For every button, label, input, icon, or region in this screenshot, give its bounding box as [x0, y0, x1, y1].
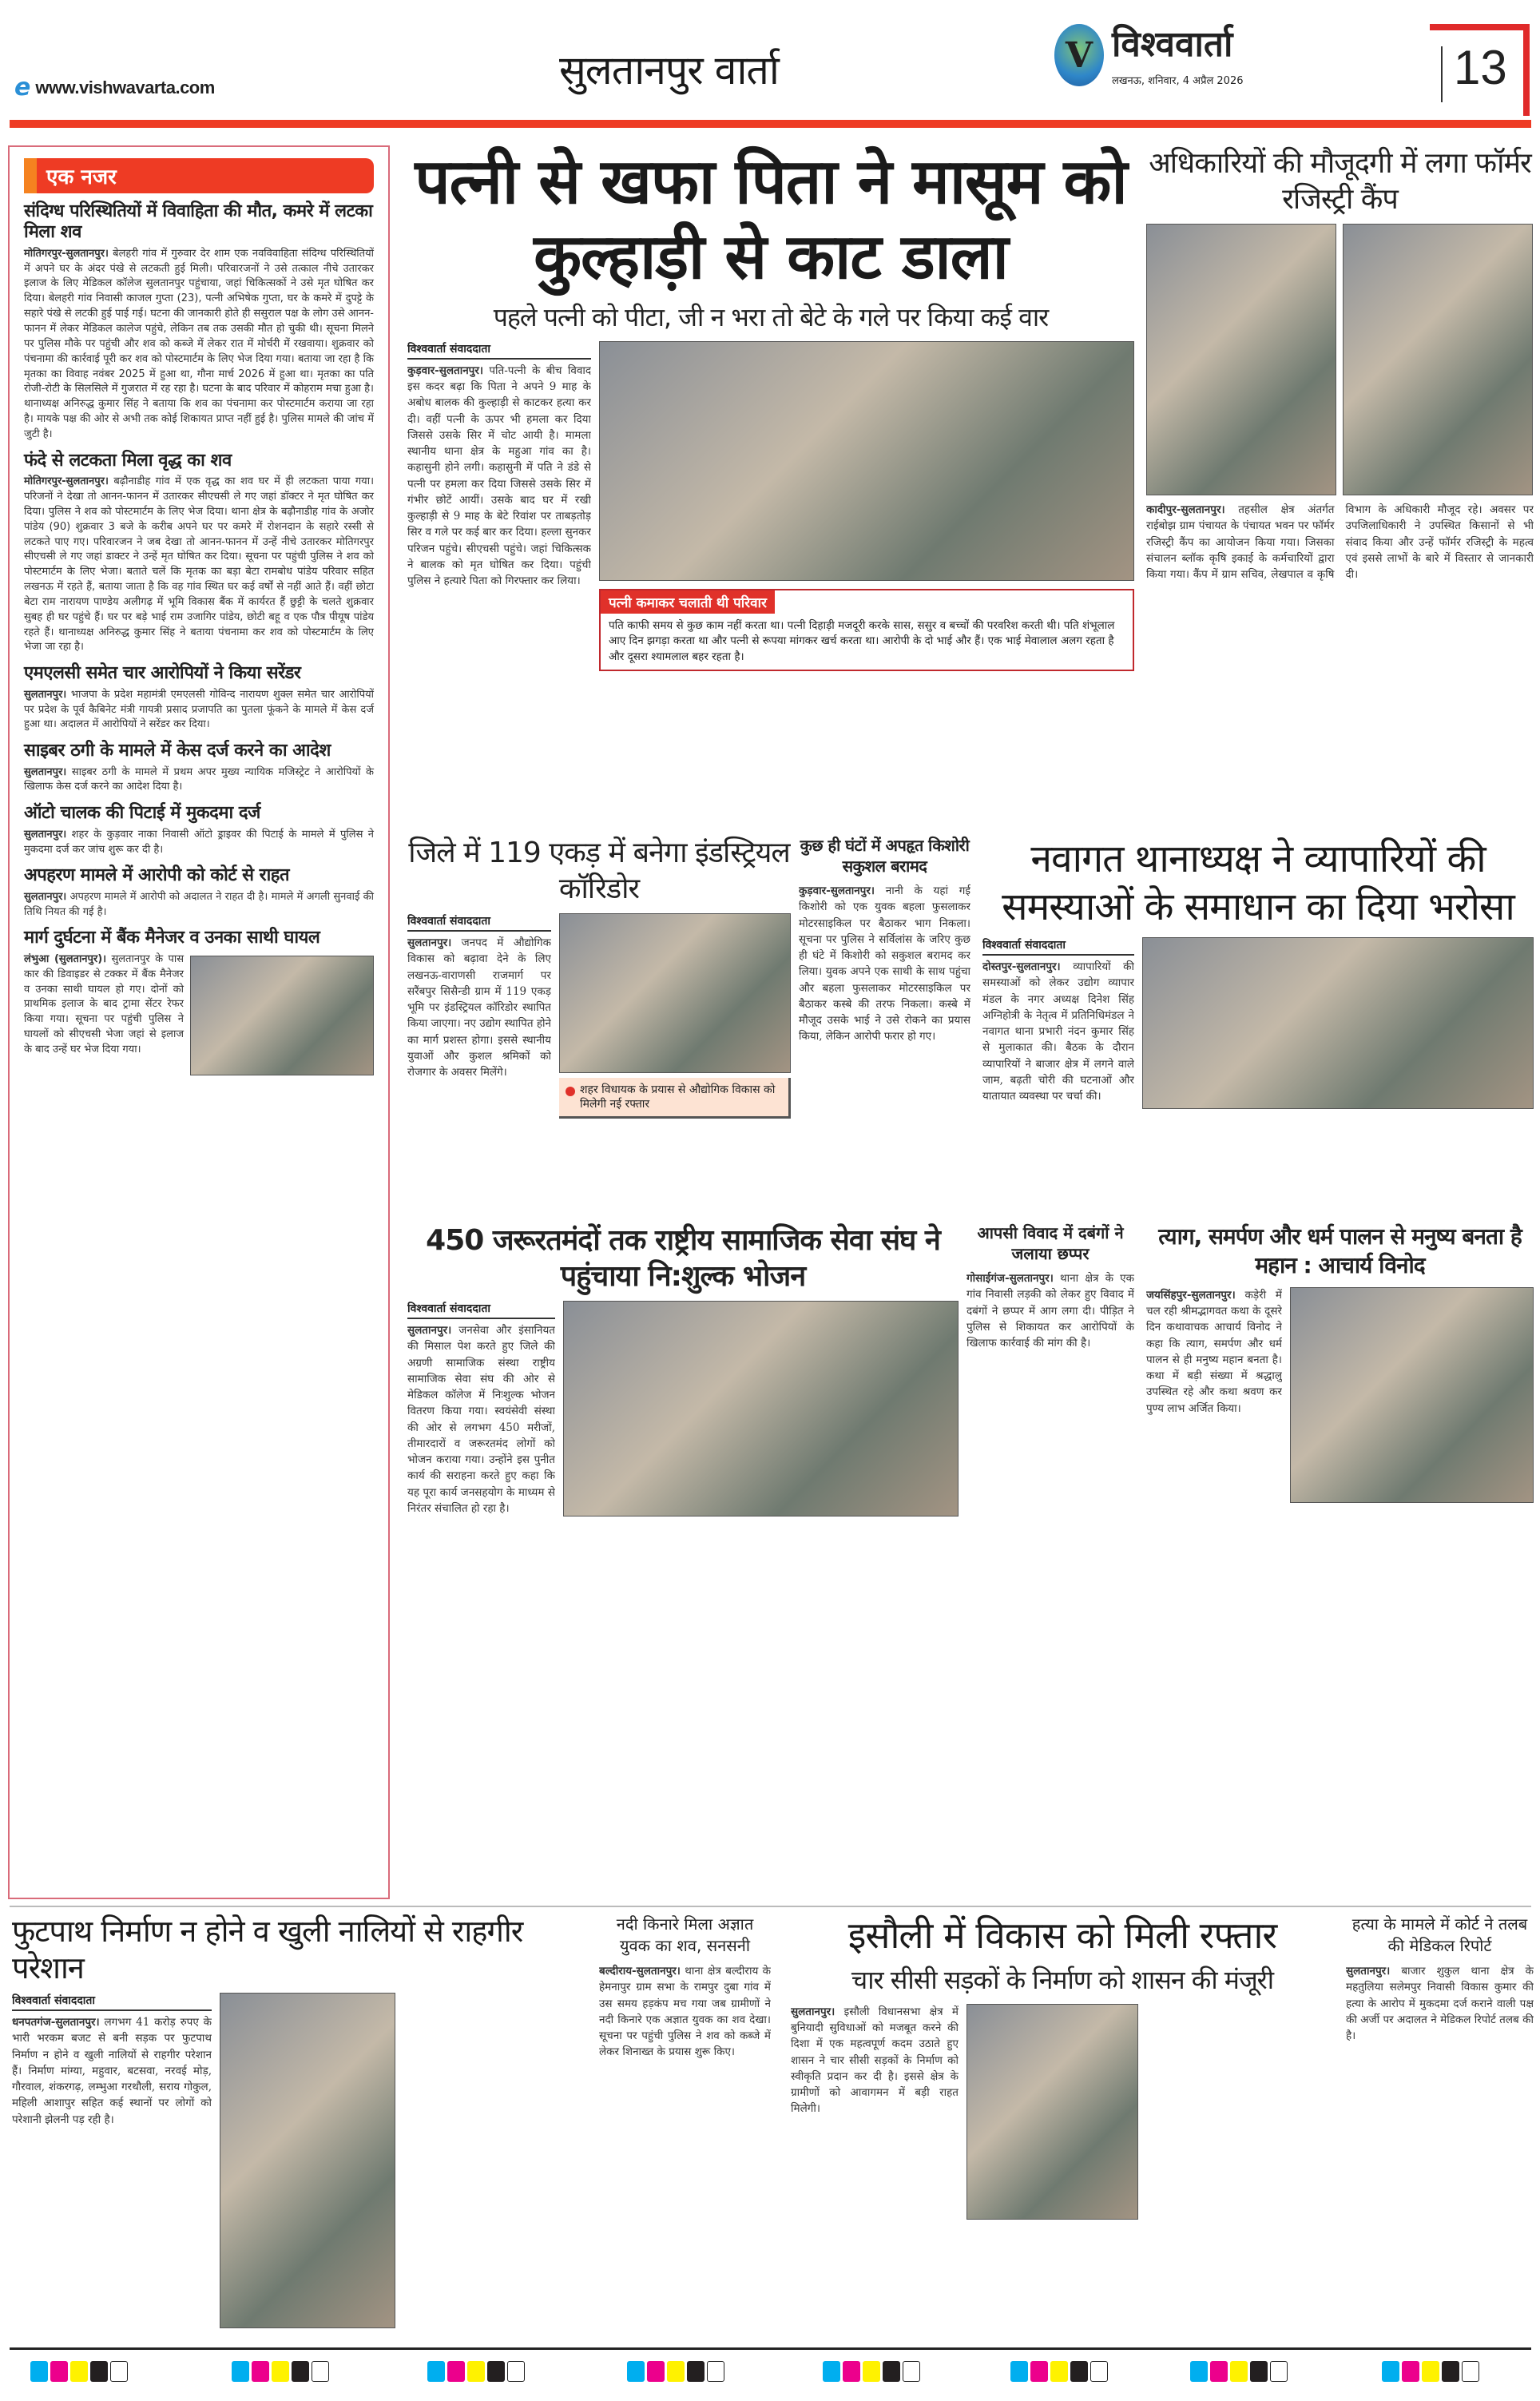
footpath-block: [12, 1914, 591, 2341]
color-swatch: [1402, 2361, 1419, 2382]
brief-title: ऑटो चालक की पिटाई में मुकदमा दर्ज: [24, 803, 260, 824]
brief-title: संदिग्ध परिस्थितियों में विवाहिता की मौत, कमरे में लटका मिला शव: [24, 201, 373, 243]
page-number-box: [1430, 24, 1530, 116]
color-swatch: [1230, 2361, 1248, 2382]
footpath-photo: [220, 1993, 395, 2328]
color-swatch: [687, 2361, 705, 2382]
color-swatch: [843, 2361, 860, 2382]
vinod-headline: त्याग, समर्पण और धर्म पालन से मनुष्य बनता है महान : आचार्य विनोद: [1158, 1223, 1522, 1279]
color-swatch: [447, 2361, 465, 2382]
color-swatch: [272, 2361, 289, 2382]
fire-headline: आपसी विवाद में दबंगों ने जलाया छप्पर: [977, 1223, 1124, 1263]
browser-e-icon: e: [14, 74, 31, 101]
news-brief: फंदे से लटकता मिला वृद्ध का शव मोतिगरपुर-सुलतानपुर। बढ़ौनाडीह गांव में एक वृद्ध का शव घर में ही लटकता पाया गया। परिजनों ने देखा तो आनन-फानन में उतारकर सीएचसी ले गए जहां डॉक्टर ने मृत घोषित कर दिया। पुलिस ने शव को पोस्टमार्टम के लिए भेज दिया। थाना क्षेत्र के बढ़ौनाडीह गांव के अजोर पांडेय (90) शुक्रवार 3 बजे के करीब अपने घर पर कमरे में रोशनदान के सहारे रस्सी से लटकते पाए गए। परिवारजन ने जब देखा तो आनन-फानन में उन्हें नीचे उतारकर मोतिगरपुर सीएचसी ले गए जहां डाक्टर ने उन्हें मृत घोषित कर दिया। सूचना पर पहुंची पुलिस ने शव को पोस्टमार्टम के लिए भेजा। बताते चलें कि मृतक का बड़ा बेटा रामबोध पांडेय परिवार सहित लखनऊ में रहते हैं, बताया जाता है कि वह गांव स्थित घर कई वर्षों से नहीं आते हैं। वहीं छोटा बेटा राम नारायण पाण्डेय अलीगढ़ में भूमि विकास बैंक में कार्यरत हैं छुट्टी के चलते शुक्रवार सुबह ही घर पहुंचे हैं। घर पर बड़े भाई राम उजागिर पांडेय, छोटी बहू व एक पौत्र पीयूष पांडेय रहते हैं। थानाध्यक्ष अनिरुद्ध कुमार सिंह ने बताया पंचनामा कर शव को पोस्टमार्टम के लिए भेजा जा रहा है।: [24, 450, 374, 654]
brief-title: साइबर ठगी के मामले में केस दर्ज करने का आदेश: [24, 741, 331, 761]
seva-story: विश्ववार्ता संवाददाता सुलतानपुर। जनसेवा और इंसानियत की मिसाल पेश करते हुए जिले की अग्रणी सामाजिक संस्था राष्ट्रीय सामाजिक सेवा संघ की ओर से मेडिकल कॉलेज में निःशुल्क भोजन वितरण किया गया। स्वयंसेवी संस्था की ओर से लगभग 450 मरीजों, तीमारदारों व जरूरतमंद लोगों को भोजन कराया गया। उन्होंने इस पुनीत कार्य की सराहना करते हुए कहा कि यह पूरा कार्य जनसहयोग के माध्यम से निरंतर संचालित हो रहा है।: [407, 1302, 555, 1515]
color-swatch: [252, 2361, 269, 2382]
color-swatch: [1210, 2361, 1228, 2382]
traders-photo: [1142, 937, 1534, 1109]
vinod-block: [1146, 1222, 1534, 1894]
bottom-divider: [10, 1906, 1531, 1907]
corridor-block: [407, 835, 791, 1214]
isauli-subhead: चार सीसी सड़कों के निर्माण को शासन की मंजूरी: [851, 1965, 1274, 1996]
color-swatch: [627, 2361, 645, 2382]
header-rule: [10, 120, 1531, 128]
color-swatch: [903, 2361, 920, 2382]
corridor-headline: जिले में 119 एकड़ में बनेगा इंडस्ट्रियल कॉरिडोर: [408, 837, 790, 905]
color-swatch: [427, 2361, 445, 2382]
vishwavarta-logo-icon: V: [1054, 24, 1104, 86]
fire-block: [966, 1222, 1134, 1894]
masthead: [1054, 24, 1244, 87]
news-brief: एमएलसी समेत चार आरोपियों ने किया सरेंडर सुलतानपुर। भाजपा के प्रदेश महामंत्री एमएलसी गोविन्द नारायण शुक्ल समेत चार आरोपियों पर प्रदेश के पूर्व कैबिनेट मंत्री गायत्री प्रसाद प्रजापति का पुतला फूंकने के मामले में केस दर्ज हुआ था। अदालत में आरोपियों ने सरेंडर कर दिया।: [24, 663, 374, 731]
traders-headline: नवागत थानाध्यक्ष ने व्यापारियों की समस्याओं के समाधान का दिया भरोसा: [1002, 837, 1514, 929]
news-brief: मार्ग दुर्घटना में बैंक मैनेजर व उनका साथी घायल लंभुआ (सुलतानपुर)। सुलतानपुर के पास कार की डिवाइडर से टक्कर में बैंक मैनेजर व उनका साथी घायल हो गए। दोनों को प्राथमिक इलाज के बाद ट्रामा सेंटर रेफर किया गया। सूचना पर पहुंची पुलिस ने घायलों को सीएचसी भेजा जहां से इलाज के बाद उन्हें घर भेज दिया गया।: [24, 928, 374, 1057]
color-swatch: [1050, 2361, 1068, 2382]
color-swatch: [1270, 2361, 1288, 2382]
color-swatch: [1382, 2361, 1399, 2382]
corridor-photo: [559, 913, 791, 1073]
brief-title: मार्ग दुर्घटना में बैंक मैनेजर व उनका साथी घायल: [24, 928, 320, 948]
color-swatch: [863, 2361, 880, 2382]
traders-story: विश्ववार्ता संवाददाता दोस्तपुर-सुलतानपुर। व्यापारियों की समस्याओं को लेकर उद्योग व्यापार मंडल के नगर अध्यक्ष दिनेश सिंह अग्निहोत्री के नेतृत्व में प्रतिनिधिमंडल ने नवागत थाना प्रभारी नंदन कुमार सिंह से मुलाकात की। बैठक के दौरान व्यापारियों ने बाजार क्षेत्र में लगने वाले जाम, बढ़ती चोरी की घटनाओं और यातायात व्यवस्था पर चर्चा की।: [982, 939, 1134, 1103]
color-swatch-group: [627, 2361, 724, 2382]
color-swatch: [707, 2361, 724, 2382]
color-swatch: [1010, 2361, 1028, 2382]
main-story: विश्ववार्ता संवाददाता कुड़वार-सुलतानपुर। पति-पत्नी के बीच विवाद इस कदर बढ़ा कि पिता ने अपने 9 माह के अबोध बालक की कुल्हाड़ी से काटकर हत्या कर दी। वहीं पत्नी के ऊपर भी हमला कर दिया जिससे उसके सिर में चोट आयी है। मामला स्थानीय थाना क्षेत्र के महुआ गांव का है। कहासुनी होने लगी। कहासुनी में पति ने डंडे से पत्नी पर हमला कर दिया जिससे उसके सिर में गंभीर छोटें आयीं। उसके बाद घर में रखी कुल्हाड़ी से 9 माह के बेटे रिवांश पर ताबड़तोड़ सिर व गले पर कई बार कर दिया। हल्ला सुनकर परिजन पहुंचे। सीएचसी पहुंचे। जहां चिकित्सक ने बालक को मृत घोषित कर दिया। पहुंची पुलिस ने हत्यारे पिता को गिरफ्तार कर लिया।: [407, 342, 591, 588]
color-swatch: [90, 2361, 108, 2382]
byline: विश्ववार्ता संवाददाता: [12, 1993, 212, 2011]
color-swatch-group: [232, 2361, 329, 2382]
main-headline: पत्नी से खफा पिता ने मासूम को कुल्हाड़ी से काट डाला: [415, 146, 1127, 293]
footpath-story: विश्ववार्ता संवाददाता धनपतगंज-सुलतानपुर। लगभग 41 करोड़ रुपए के भारी भरकम बजट से बनी सड़क पर फुटपाथ निर्माण न होने व खुली नालियों से राहगीर परेशान हैं। निर्माण मांग्या, महुवार, बटसवा, नरवई मोड़, गौरवाल, शंकरगढ़, लम्भुआ गरथौली, सराय गोकुल, महिली आशापुर सहित कई स्थानों पर लोगों को परेशानी झेलनी पड़ रही है।: [12, 1994, 212, 2126]
color-swatch-group: [427, 2361, 525, 2382]
seva-photo: [563, 1301, 959, 1517]
fire-story: गोसाईगंज-सुलतानपुर। थाना क्षेत्र के एक गांव निवासी लड़की को लेकर हुए विवाद में दबंगों ने छप्पर में आग लगा दी। पीड़ित ने पुलिस से शिकायत कर आरोपियों के खिलाफ कार्रवाई की मांग की है।: [966, 1272, 1134, 1350]
color-swatch: [1250, 2361, 1268, 2382]
corridor-story: विश्ववार्ता संवाददाता सुलतानपुर। जनपद में औद्योगिक विकास को बढ़ावा देने के लिए लखनऊ-वाराणसी राजमार्ग पर सरैंबपुर सिसैन्डी ग्राम में 119 एकड़ भूमि पर इंडस्ट्रियल कॉरिडोर स्थापित किया जाएगा। नए उद्योग स्थापित होने का मार्ग प्रशस्त होगा। इससे स्थानीय युवाओं और कुशल श्रमिकों को रोजगार के अवसर मिलेंगे।: [407, 915, 551, 1079]
bullet-dot-icon: [566, 1087, 575, 1096]
color-swatch: [1030, 2361, 1048, 2382]
news-brief: संदिग्ध परिस्थितियों में विवाहिता की मौत, कमरे में लटका मिला शव मोतिगरपुर-सुलतानपुर। बेलहरी गांव में गुरुवार देर शाम एक नवविवाहिता संदिग्ध परिस्थितियों में अपने घर के अंदर पंखे से लटकती हुई मिली। परिवारजनों ने उसे तत्काल नीचे उतारकर इलाज के लिए मेडिकल कॉलेज सुलतानपुर पहुंचाया, जहां चिकित्सकों ने उसे मृत घोषित कर दिया। बेलहरी गांव निवासी काजल गुप्ता (23), पत्नी अभिषेक गुप्ता, घर के कमरे में दुपट्टे के सहारे पंखे से लटकी हुई पाई गई। घटना की जानकारी होते ही ससुराल पक्ष के लोग उसे आनन-फानन में लेकर मेडिकल कालेज पहुंचे, लेकिन तब तक उसकी मौत हो चुकी थी। सूचना मिलने पर पुलिस मौके पर पहुंची और शव को कब्जे में लेकर रात में मोर्चरी में रखवाया। शुक्रवार को पंचनामा की कार्रवाई पूरी कर शव को पोस्टमार्टम के लिए भेज दिया गया। बताया जा रहा है कि मृतका का विवाह नवंबर 2025 में हुआ था, गौना मार्च 2026 में हुआ था। मृतका का पति रोजी-रोटी के सिलसिले में गुजरात में रह रहा है। घटना के बाद परिवार में कोहराम मचा हुआ है। थानाध्यक्ष अनिरुद्ध कुमार सिंह ने बताया कि शव का पंचनामा कर पोस्टमार्टम कराया जा रहा है। मायके पक्ष की ओर से अभी तक कोई शिकायत प्राप्त नहीं हुई है। पुलिस मामले की जांच में जुटी है।: [24, 201, 374, 440]
isauli-headline: इसौली में विकास को मिली रफ्तार: [847, 1914, 1277, 1957]
farmer-photo-2: [1343, 224, 1533, 495]
color-swatch: [312, 2361, 329, 2382]
color-swatch: [292, 2361, 309, 2382]
farmer-block: [1146, 145, 1534, 825]
byline: विश्ववार्ता संवाददाता: [407, 913, 551, 932]
main-photo: [599, 341, 1134, 581]
vinod-story: जयसिंहपुर-सुलतानपुर। कड़ेरी में चल रही श्रीमद्भागवत कथा के दूसरे दिन कथावाचक आचार्य विनोद ने कहा कि त्याग, समर्पण और धर्म पालन से ही मनुष्य महान बनता है। कथा में बड़ी संख्या में श्रद्धालु उपस्थित रहे और कथा श्रवण कर पुण्य लाभ अर्जित किया।: [1146, 1288, 1282, 1415]
farmer-headline: अधिकारियों की मौजूदगी में लगा फॉर्मर रजिस्ट्री कैंप: [1149, 147, 1531, 216]
section-title: सुलतानपुर वार्ता: [559, 47, 779, 93]
color-swatch-group: [823, 2361, 920, 2382]
isauli-block: [791, 1914, 1334, 2341]
page-number: 13: [1454, 41, 1507, 94]
color-swatch: [667, 2361, 685, 2382]
dateline: लखनऊ, शनिवार, 4 अप्रैल 2026: [1112, 74, 1244, 87]
color-swatch: [1442, 2361, 1459, 2382]
color-swatch: [1462, 2361, 1479, 2382]
brief-title: फंदे से लटकता मिला वृद्ध का शव: [24, 450, 232, 471]
isauli-story: सुलतानपुर। इसौली विधानसभा क्षेत्र में बुनियादी सुविधाओं को मजबूत करने की दिशा में एक महत्वपूर्ण कदम उठाते हुए शासन ने चार सीसी सड़कों के निर्माण को स्वीकृति प्रदान कर दी है। इससे क्षेत्र के ग्रामीणों को आवागमन में बड़ी राहत मिलेगी।: [791, 2005, 959, 2116]
color-swatch: [30, 2361, 48, 2382]
news-brief: साइबर ठगी के मामले में केस दर्ज करने का आदेश सुलतानपुर। साइबर ठगी के मामले में प्रथम अपर मुख्य न्यायिक मजिस्ट्रेट ने आरोपियों के खिलाफ केस दर्ज करने का आदेश दिया है।: [24, 741, 375, 793]
website-url[interactable]: e www.vishwavarta.com: [14, 74, 215, 101]
color-swatch: [1090, 2361, 1108, 2382]
court-headline: हत्या के मामले में कोर्ट ने तलब की मेडिकल रिपोर्ट: [1351, 1914, 1528, 1955]
footer-rule: [10, 2347, 1531, 2350]
color-swatch: [232, 2361, 249, 2382]
kidnap-headline: कुछ ही घंटों में अपहृत किशोरी सकुशल बरामद: [800, 836, 970, 876]
corridor-caption: शहर विधायक के प्रयास से औद्योगिक विकास को मिलेगी नई रफ्तार: [559, 1078, 791, 1119]
color-swatch: [467, 2361, 485, 2382]
color-swatch: [70, 2361, 88, 2382]
color-swatch: [1070, 2361, 1088, 2382]
news-brief: ऑटो चालक की पिटाई में मुकदमा दर्ज सुलतानपुर। शहर के कुड़वार नाका निवासी ऑटो ड्राइवर की पिटाई के मामले में पुलिस ने मुकदमा दर्ज कर जांच शुरू कर दी है।: [24, 803, 374, 856]
farmer-photo-1: [1146, 224, 1336, 495]
color-swatch: [883, 2361, 900, 2382]
color-swatch: [647, 2361, 665, 2382]
color-swatch: [50, 2361, 68, 2382]
news-brief: अपहरण मामले में आरोपी को कोर्ट से राहत सुलतानपुर। अपहरण मामले में आरोपी को अदालत ने राहत दी है। मामले में अगली सुनवाई की तिथि नियत की गई है।: [24, 865, 374, 918]
color-swatch: [487, 2361, 505, 2382]
color-swatch: [1190, 2361, 1208, 2382]
vinod-photo: [1290, 1287, 1534, 1503]
traders-block: [982, 835, 1534, 1214]
court-block: [1346, 1914, 1534, 2341]
byline: विश्ववार्ता संवाददाता: [407, 1301, 555, 1319]
section-tag: एक नजर: [24, 158, 374, 193]
color-swatch: [507, 2361, 525, 2382]
isauli-photo: [966, 2004, 1138, 2220]
brand-name: विश्ववार्ता: [1112, 24, 1233, 65]
color-swatch: [823, 2361, 840, 2382]
color-swatch-group: [1382, 2361, 1479, 2382]
farmer-story: कादीपुर-सुलतानपुर। तहसील क्षेत्र अंतर्गत राईबोझ ग्राम पंचायत के पंचायत भवन पर फॉर्मर रजिस्ट्री कैंप का आयोजन किया गया। जिसका संचालन ब्लॉक कृषि इकाई के कर्मचारियों द्वारा किया गया। कैंप में ग्राम सचिव, लेखपाल व कृषि विभाग के अधिकारी मौजूद रहे। अवसर पर उपजिलाधिकारी ने उपस्थित किसानों से भी संवाद किया और उन्हें फॉर्मर रजिस्ट्री के महत्व एवं इससे लाभों के बारे में विस्तार से जानकारी दी।: [1146, 503, 1534, 581]
color-swatch-group: [1190, 2361, 1288, 2382]
brief-title: एमएलसी समेत चार आरोपियों ने किया सरेंडर: [24, 663, 301, 684]
color-swatch: [110, 2361, 128, 2382]
main-subhead: पहले पत्नी को पीटा, जी न भरा तो बेटे के गले पर किया कई वार: [493, 302, 1049, 333]
river-block: [599, 1914, 771, 2341]
river-headline: नदी किनारे मिला अज्ञात युवक का शव, सनसनी: [616, 1914, 754, 1955]
color-swatch-group: [30, 2361, 128, 2382]
byline: विश्ववार्ता संवाददाता: [407, 341, 591, 360]
info-box-title: पत्नी कमाकर चलाती थी परिवार: [601, 590, 775, 614]
info-box: पत्नी कमाकर चलाती थी परिवार पति काफी समय से कुछ काम नहीं करता था। पत्नी दिहाड़ी मजदूरी करके सास, ससुर व बच्चों की परवरिश करती थी। पति शंभूलाल आए दिन झगड़ा करता था और पत्नी से रूपया मांगकर खर्च करता था। आरोपी के दो भाई और हैं। एक भाई मेवालाल अलग रहता है और दूसरा श्यामलाल बहर रहता है।: [599, 589, 1134, 672]
color-swatch-group: [1010, 2361, 1108, 2382]
court-story: सुलतानपुर। बाजार शुकुल थाना क्षेत्र के महतुलिया सलेमपुर निवासी विकास कुमार की हत्या के आरोप में मुकदमा दर्ज कराने वाली पक्ष की अर्जी पर अदालत ने मेडिकल रिपोर्ट तलब की है।: [1346, 1965, 1534, 2042]
footpath-headline: फुटपाथ निर्माण न होने व खुली नालियों से राहगीर परेशान: [12, 1914, 523, 1986]
kidnap-story: कुड़वार-सुलतानपुर। नानी के यहां गई किशोरी को एक युवक बहला फुसलाकर मोटरसाइकिल पर बैठाकर भाग निकला। सूचना पर पुलिस ने सर्विलांस के जरिए कुछ ही घंटे में किशोरी को सकुशल बरामद कर लिया। युवक अपने एक साथी के साथ पहुंचा और बहला फुसलाकर मोटरसाइकिल पर बैठाकर कस्बे की तरफ निकला। कस्बे में मौजूद उसके भाई ने उसे रोकने का प्रयास किया, लेकिन आरोपी फरार हो गए।: [799, 884, 970, 1043]
river-story: बल्दीराय-सुलतानपुर। थाना क्षेत्र बल्दीराय के हेमनापुर ग्राम सभा के रामपुर दुबा गांव में उस समय हड़कंप मच गया जब ग्रामीणों ने नदी किनारे एक अज्ञात युवक का शव देखा। सूचना पर पहुंची पुलिस ने शव को कब्जे में लेकर शिनाख्त के प्रयास शुरू किए।: [599, 1965, 771, 2059]
main-story-block: [407, 145, 1134, 825]
seva-block: [407, 1222, 959, 1894]
ek-nazar-column: [8, 145, 390, 1899]
brief-title: अपहरण मामले में आरोपी को कोर्ट से राहत: [24, 865, 290, 886]
seva-headline: 450 जरूरतमंदों तक राष्ट्रीय सामाजिक सेवा संघ ने पहुंचाया नि:शुल्क भोजन: [426, 1224, 940, 1293]
color-swatch: [1422, 2361, 1439, 2382]
kidnap-block: [799, 835, 970, 1214]
accident-photo: [190, 956, 374, 1075]
byline: विश्ववार्ता संवाददाता: [982, 937, 1134, 956]
